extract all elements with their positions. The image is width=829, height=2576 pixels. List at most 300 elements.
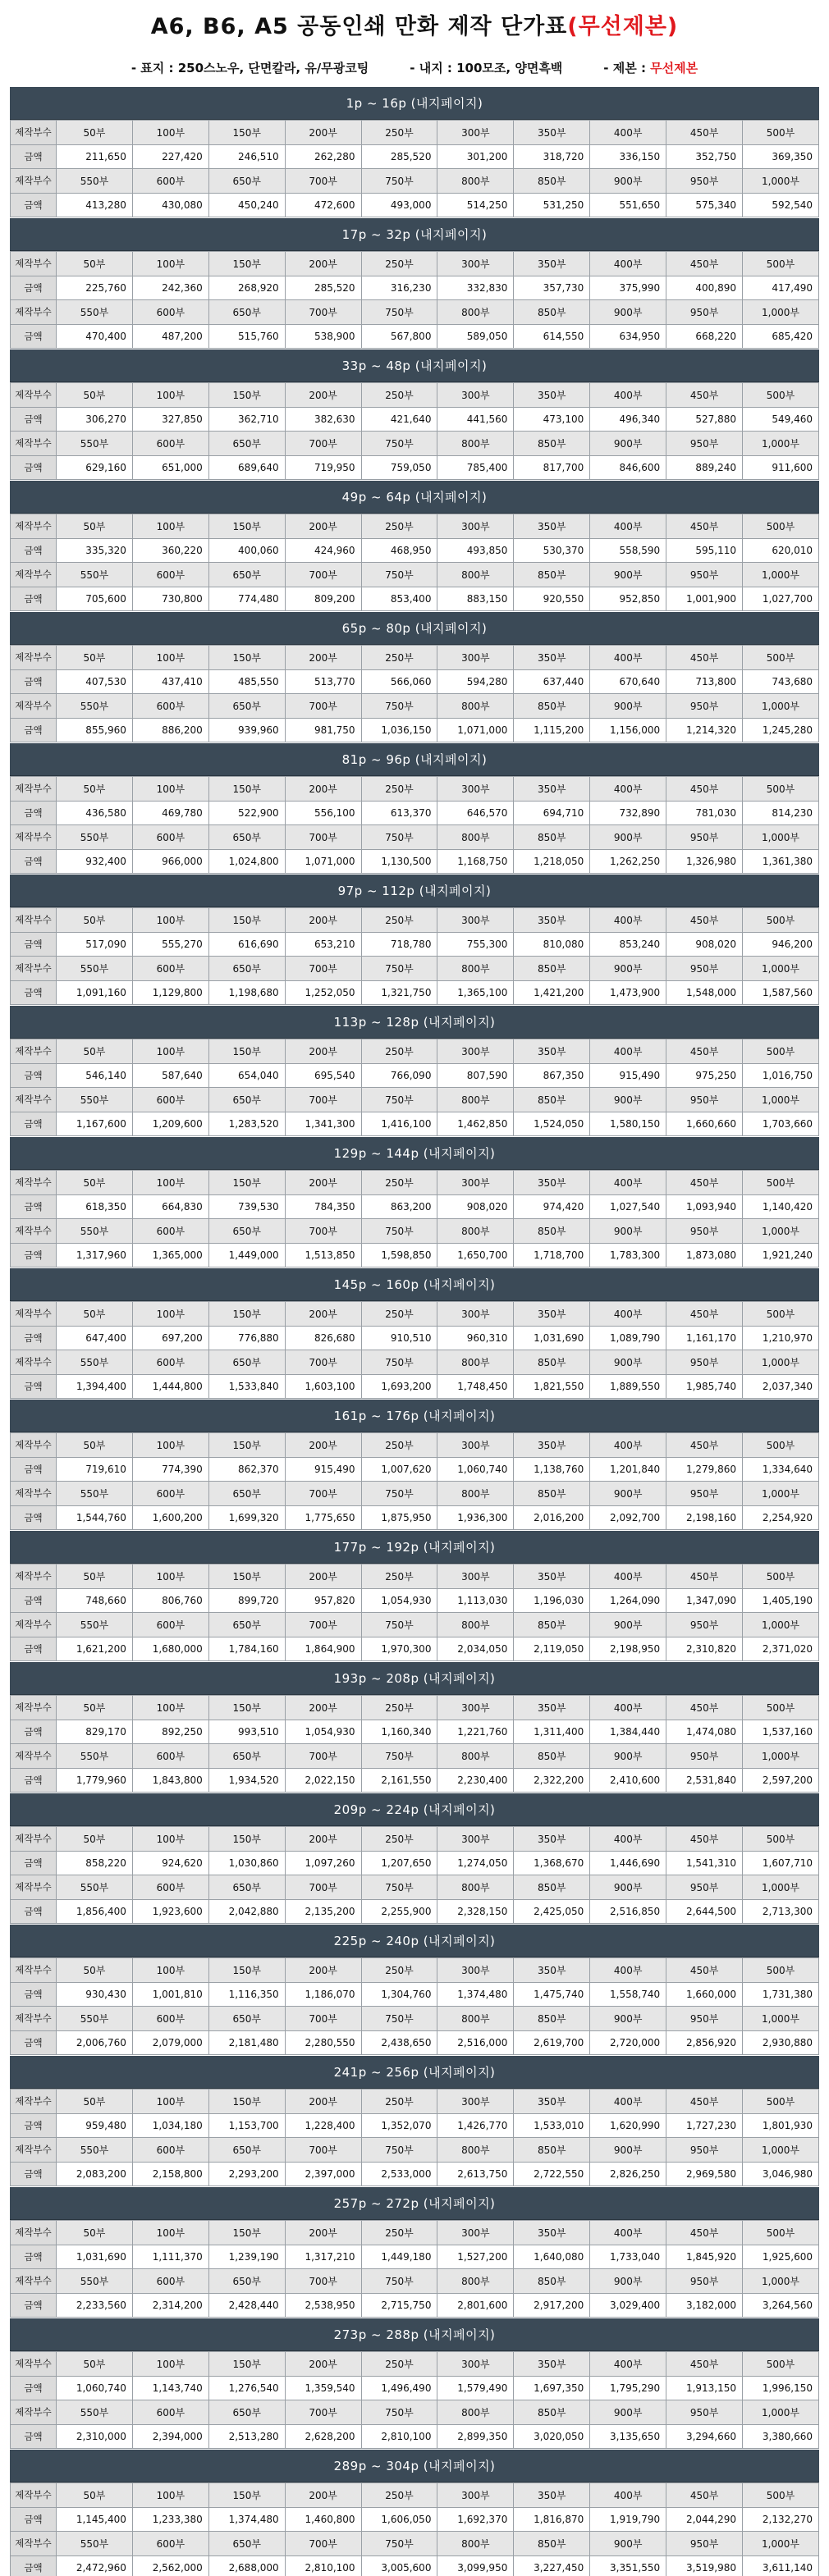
qty-cell: 150부 (208, 121, 285, 145)
price-cell: 1,416,100 (361, 1112, 437, 1136)
price-row (11, 455, 819, 480)
row-header: 금액 (11, 2555, 57, 2576)
price-cell: 1,138,760 (514, 1457, 590, 1482)
qty-cell: 550부 (57, 2138, 133, 2163)
price-cell: 719,610 (57, 1457, 133, 1482)
qty-cell: 500부 (743, 1039, 819, 1064)
price-cell: 1,718,700 (514, 1243, 590, 1267)
price-cell: 647,400 (57, 1326, 133, 1350)
qty-cell: 500부 (743, 1564, 819, 1589)
price-cell: 1,603,100 (285, 1374, 361, 1399)
qty-cell: 700부 (285, 957, 361, 981)
qty-cell: 950부 (666, 1482, 743, 1506)
price-cell: 2,034,050 (437, 1637, 514, 1661)
qty-cell: 350부 (514, 2352, 590, 2377)
price-cell: 759,050 (361, 455, 437, 480)
row-header: 제작부수 (11, 1433, 57, 1458)
qty-cell: 50부 (57, 1039, 133, 1064)
qty-cell: 1,000부 (743, 2269, 819, 2294)
qty-cell: 500부 (743, 777, 819, 802)
qty-cell: 50부 (57, 2352, 133, 2377)
row-header: 금액 (11, 587, 57, 611)
price-cell: 1,167,600 (57, 1112, 133, 1136)
price-cell: 2,230,400 (437, 1768, 514, 1793)
qty-cell: 100부 (132, 383, 208, 408)
qty-cell: 250부 (361, 2352, 437, 2377)
price-cell: 1,462,850 (437, 1112, 514, 1136)
price-cell: 1,474,080 (666, 1720, 743, 1744)
price-cell: 774,480 (208, 587, 285, 611)
qty-cell: 500부 (743, 121, 819, 145)
price-cell: 1,334,640 (743, 1457, 819, 1482)
qty-cell: 450부 (666, 1039, 743, 1064)
price-cell: 400,060 (208, 538, 285, 563)
price-cell: 522,900 (208, 801, 285, 825)
row-header: 금액 (11, 2162, 57, 2186)
price-cell: 889,240 (666, 455, 743, 480)
qty-cell: 200부 (285, 2483, 361, 2508)
qty-cell: 550부 (57, 1613, 133, 1637)
price-cell: 862,370 (208, 1457, 285, 1482)
price-cell: 863,200 (361, 1194, 437, 1219)
price-cell: 485,550 (208, 669, 285, 694)
qty-cell: 600부 (132, 563, 208, 587)
price-cell: 436,580 (57, 801, 133, 825)
qty-cell: 700부 (285, 300, 361, 325)
qty-cell: 200부 (285, 2090, 361, 2114)
qty-cell: 350부 (514, 2221, 590, 2245)
qty-cell: 450부 (666, 2483, 743, 2508)
price-cell: 2,472,960 (57, 2555, 133, 2576)
qty-cell: 50부 (57, 252, 133, 276)
spec-binding (603, 59, 698, 76)
row-header: 제작부수 (11, 563, 57, 587)
price-cell: 1,600,200 (132, 1505, 208, 1530)
price-cell: 974,420 (514, 1194, 590, 1219)
price-cell: 496,340 (590, 407, 666, 432)
row-header: 금액 (11, 1982, 57, 2007)
row-header: 제작부수 (11, 2221, 57, 2245)
qty-row (11, 1433, 819, 1458)
row-header: 제작부수 (11, 1219, 57, 1244)
qty-cell: 650부 (208, 2007, 285, 2031)
price-cell: 1,031,690 (514, 1326, 590, 1350)
price-cell: 352,750 (666, 144, 743, 169)
price-cell: 1,873,080 (666, 1243, 743, 1267)
row-header: 제작부수 (11, 1482, 57, 1506)
qty-cell: 750부 (361, 957, 437, 981)
price-cell: 1,239,190 (208, 2245, 285, 2269)
qty-cell: 950부 (666, 2400, 743, 2425)
price-section (10, 1793, 819, 1923)
qty-cell: 650부 (208, 300, 285, 325)
price-cell: 886,200 (132, 718, 208, 742)
qty-cell: 650부 (208, 2400, 285, 2425)
qty-cell: 700부 (285, 169, 361, 194)
price-cell: 1,374,480 (437, 1982, 514, 2007)
price-cell: 1,444,800 (132, 1374, 208, 1399)
price-cell: 2,233,560 (57, 2293, 133, 2318)
qty-cell: 750부 (361, 1875, 437, 1900)
row-header: 금액 (11, 718, 57, 742)
row-header: 금액 (11, 276, 57, 300)
qty-cell: 1,000부 (743, 1482, 819, 1506)
price-cell: 959,480 (57, 2113, 133, 2138)
qty-cell: 200부 (285, 121, 361, 145)
qty-cell: 50부 (57, 1433, 133, 1458)
qty-cell: 550부 (57, 1482, 133, 1506)
price-cell: 211,650 (57, 144, 133, 169)
qty-row (11, 514, 819, 539)
qty-cell: 900부 (590, 2138, 666, 2163)
qty-cell: 1,000부 (743, 1219, 819, 1244)
price-cell: 1,161,170 (666, 1326, 743, 1350)
qty-row (11, 694, 819, 719)
price-cell: 1,341,300 (285, 1112, 361, 1136)
row-header: 금액 (11, 1899, 57, 1924)
qty-cell: 850부 (514, 2532, 590, 2556)
price-cell: 2,119,050 (514, 1637, 590, 1661)
qty-cell: 1,000부 (743, 694, 819, 719)
row-header: 제작부수 (11, 2400, 57, 2425)
price-row (11, 1505, 819, 1530)
qty-cell: 1,000부 (743, 432, 819, 456)
qty-cell: 50부 (57, 383, 133, 408)
qty-cell: 150부 (208, 2090, 285, 2114)
price-cell: 3,020,050 (514, 2424, 590, 2449)
section-page-range-header: 161p ~ 176p (내지페이지) (10, 1400, 819, 1432)
qty-cell: 1,000부 (743, 957, 819, 981)
price-cell: 1,784,160 (208, 1637, 285, 1661)
price-cell: 1,115,200 (514, 718, 590, 742)
price-cell: 242,360 (132, 276, 208, 300)
qty-row (11, 1039, 819, 1064)
price-cell: 1,970,300 (361, 1637, 437, 1661)
row-header: 제작부수 (11, 1171, 57, 1195)
price-cell: 1,317,960 (57, 1243, 133, 1267)
qty-cell: 550부 (57, 694, 133, 719)
qty-cell: 450부 (666, 777, 743, 802)
price-cell: 1,129,800 (132, 980, 208, 1005)
qty-row (11, 2221, 819, 2245)
qty-cell: 250부 (361, 514, 437, 539)
price-cell: 2,720,000 (590, 2030, 666, 2055)
price-cell: 2,969,580 (666, 2162, 743, 2186)
qty-row (11, 1827, 819, 1852)
price-cell: 1,116,350 (208, 1982, 285, 2007)
qty-cell: 750부 (361, 825, 437, 850)
price-cell: 493,000 (361, 193, 437, 217)
qty-cell: 350부 (514, 2090, 590, 2114)
price-cell: 908,020 (666, 932, 743, 957)
price-cell: 1,541,310 (666, 1851, 743, 1875)
qty-cell: 450부 (666, 383, 743, 408)
price-cell: 2,810,100 (285, 2555, 361, 2576)
price-cell: 713,800 (666, 669, 743, 694)
price-cell: 1,186,070 (285, 1982, 361, 2007)
price-row (11, 1588, 819, 1613)
qty-cell: 250부 (361, 2483, 437, 2508)
price-cell: 1,311,400 (514, 1720, 590, 1744)
qty-cell: 300부 (437, 646, 514, 670)
qty-cell: 100부 (132, 1696, 208, 1720)
price-cell: 369,350 (743, 144, 819, 169)
qty-cell: 850부 (514, 1350, 590, 1375)
price-cell: 2,531,840 (666, 1768, 743, 1793)
qty-cell: 600부 (132, 169, 208, 194)
qty-cell: 900부 (590, 1482, 666, 1506)
price-cell: 718,780 (361, 932, 437, 957)
price-cell: 613,370 (361, 801, 437, 825)
price-cell: 513,770 (285, 669, 361, 694)
qty-cell: 350부 (514, 1039, 590, 1064)
qty-cell: 600부 (132, 2138, 208, 2163)
qty-cell: 150부 (208, 1958, 285, 1983)
qty-cell: 700부 (285, 1088, 361, 1112)
section-page-range-header: 49p ~ 64p (내지페이지) (10, 481, 819, 514)
qty-cell: 450부 (666, 1433, 743, 1458)
qty-cell: 800부 (437, 1219, 514, 1244)
price-cell: 1,496,490 (361, 2376, 437, 2400)
qty-cell: 100부 (132, 2090, 208, 2114)
qty-cell: 700부 (285, 2007, 361, 2031)
qty-cell: 750부 (361, 2532, 437, 2556)
row-header: 제작부수 (11, 957, 57, 981)
qty-cell: 50부 (57, 777, 133, 802)
price-cell: 1,276,540 (208, 2376, 285, 2400)
price-cell: 2,428,440 (208, 2293, 285, 2318)
price-cell: 1,921,240 (743, 1243, 819, 1267)
qty-cell: 650부 (208, 1875, 285, 1900)
qty-cell: 100부 (132, 1039, 208, 1064)
row-header: 금액 (11, 1112, 57, 1136)
price-cell: 487,200 (132, 324, 208, 349)
qty-cell: 550부 (57, 1350, 133, 1375)
price-cell: 637,440 (514, 669, 590, 694)
price-row (11, 2113, 819, 2138)
price-cell: 806,760 (132, 1588, 208, 1613)
price-cell: 1,524,050 (514, 1112, 590, 1136)
qty-cell: 800부 (437, 1088, 514, 1112)
price-cell: 2,022,150 (285, 1768, 361, 1793)
price-cell: 2,619,700 (514, 2030, 590, 2055)
price-cell: 473,100 (514, 407, 590, 432)
qty-cell: 750부 (361, 2400, 437, 2425)
qty-cell: 200부 (285, 1696, 361, 1720)
qty-row (11, 1219, 819, 1244)
price-cell: 2,006,760 (57, 2030, 133, 2055)
price-cell: 809,200 (285, 587, 361, 611)
price-cell: 957,820 (285, 1588, 361, 1613)
qty-row (11, 1350, 819, 1375)
qty-row (11, 646, 819, 670)
qty-cell: 850부 (514, 1744, 590, 1769)
qty-cell: 500부 (743, 1433, 819, 1458)
qty-cell: 850부 (514, 825, 590, 850)
row-header: 금액 (11, 538, 57, 563)
qty-cell: 200부 (285, 1039, 361, 1064)
qty-cell: 650부 (208, 1744, 285, 1769)
row-header: 금액 (11, 2507, 57, 2532)
qty-row (11, 825, 819, 850)
price-cell: 531,250 (514, 193, 590, 217)
price-cell: 1,731,380 (743, 1982, 819, 2007)
price-row (11, 1063, 819, 1088)
qty-cell: 800부 (437, 957, 514, 981)
qty-row (11, 1958, 819, 1983)
qty-cell: 850부 (514, 1875, 590, 1900)
qty-row (11, 1482, 819, 1506)
price-cell: 1,621,200 (57, 1637, 133, 1661)
price-cell: 730,800 (132, 587, 208, 611)
price-cell: 1,060,740 (437, 1457, 514, 1482)
price-cell: 1,091,160 (57, 980, 133, 1005)
qty-cell: 650부 (208, 1219, 285, 1244)
price-cell: 2,016,200 (514, 1505, 590, 1530)
qty-cell: 600부 (132, 957, 208, 981)
price-cell: 1,071,000 (437, 718, 514, 742)
qty-row (11, 300, 819, 325)
price-cell: 1,168,750 (437, 849, 514, 874)
qty-cell: 950부 (666, 1088, 743, 1112)
price-row (11, 2507, 819, 2532)
qty-cell: 650부 (208, 825, 285, 850)
qty-cell: 800부 (437, 2007, 514, 2031)
price-cell: 285,520 (361, 144, 437, 169)
qty-cell: 1,000부 (743, 1613, 819, 1637)
price-cell: 1,460,800 (285, 2507, 361, 2532)
qty-cell: 150부 (208, 1039, 285, 1064)
price-cell: 1,160,340 (361, 1720, 437, 1744)
price-cell: 618,350 (57, 1194, 133, 1219)
price-cell: 616,690 (208, 932, 285, 957)
price-cell: 774,390 (132, 1457, 208, 1482)
price-cell: 246,510 (208, 144, 285, 169)
qty-cell: 250부 (361, 1827, 437, 1852)
qty-cell: 250부 (361, 1433, 437, 1458)
price-cell: 664,830 (132, 1194, 208, 1219)
price-row (11, 980, 819, 1005)
qty-cell: 500부 (743, 646, 819, 670)
price-cell: 1,156,000 (590, 718, 666, 742)
section-page-range-header: 289p ~ 304p (내지페이지) (10, 2450, 819, 2482)
qty-cell: 700부 (285, 1875, 361, 1900)
qty-cell: 400부 (590, 514, 666, 539)
price-cell: 2,856,920 (666, 2030, 743, 2055)
qty-cell: 400부 (590, 1171, 666, 1195)
qty-row (11, 383, 819, 408)
price-cell: 911,600 (743, 455, 819, 480)
qty-cell: 900부 (590, 1744, 666, 1769)
price-cell: 527,880 (666, 407, 743, 432)
qty-cell: 150부 (208, 2483, 285, 2508)
price-cell: 1,218,050 (514, 849, 590, 874)
qty-cell: 950부 (666, 957, 743, 981)
price-table (10, 120, 819, 217)
section-page-range-header: 241p ~ 256p (내지페이지) (10, 2056, 819, 2089)
qty-cell: 150부 (208, 1564, 285, 1589)
qty-cell: 300부 (437, 2483, 514, 2508)
price-cell: 515,760 (208, 324, 285, 349)
price-cell: 1,233,380 (132, 2507, 208, 2532)
qty-cell: 200부 (285, 1171, 361, 1195)
qty-cell: 450부 (666, 2352, 743, 2377)
qty-cell: 350부 (514, 383, 590, 408)
qty-cell: 600부 (132, 1219, 208, 1244)
price-cell: 1,934,520 (208, 1768, 285, 1793)
qty-row (11, 957, 819, 981)
price-table (10, 514, 819, 611)
qty-cell: 750부 (361, 563, 437, 587)
price-cell: 952,850 (590, 587, 666, 611)
qty-cell: 950부 (666, 563, 743, 587)
price-cell: 1,703,660 (743, 1112, 819, 1136)
price-cell: 1,130,500 (361, 849, 437, 874)
price-cell: 855,960 (57, 718, 133, 742)
price-cell: 1,919,790 (590, 2507, 666, 2532)
qty-cell: 950부 (666, 1875, 743, 1900)
qty-cell: 500부 (743, 1958, 819, 1983)
price-cell: 694,710 (514, 801, 590, 825)
price-cell: 1,027,540 (590, 1194, 666, 1219)
qty-cell: 800부 (437, 2269, 514, 2294)
qty-cell: 100부 (132, 1433, 208, 1458)
qty-cell: 750부 (361, 2007, 437, 2031)
price-table (10, 776, 819, 874)
qty-cell: 450부 (666, 252, 743, 276)
qty-cell: 650부 (208, 432, 285, 456)
qty-cell: 800부 (437, 2532, 514, 2556)
row-header: 금액 (11, 2376, 57, 2400)
price-cell: 1,533,010 (514, 2113, 590, 2138)
qty-cell: 350부 (514, 646, 590, 670)
qty-cell: 200부 (285, 2221, 361, 2245)
price-cell: 2,132,270 (743, 2507, 819, 2532)
qty-cell: 100부 (132, 1827, 208, 1852)
title-highlight: (무선제본) (567, 13, 679, 39)
price-cell: 421,640 (361, 407, 437, 432)
qty-cell: 1,000부 (743, 2400, 819, 2425)
qty-cell: 150부 (208, 2221, 285, 2245)
price-cell: 899,720 (208, 1588, 285, 1613)
price-cell: 975,250 (666, 1063, 743, 1088)
price-row (11, 2555, 819, 2576)
price-cell: 555,270 (132, 932, 208, 957)
price-cell: 2,597,200 (743, 1768, 819, 1793)
row-header: 제작부수 (11, 121, 57, 145)
price-cell: 1,145,400 (57, 2507, 133, 2532)
price-cell: 1,925,600 (743, 2245, 819, 2269)
price-row (11, 1851, 819, 1875)
price-cell: 2,198,160 (666, 1505, 743, 1530)
price-cell: 1,326,980 (666, 849, 743, 874)
price-cell: 1,699,320 (208, 1505, 285, 1530)
qty-cell: 400부 (590, 1039, 666, 1064)
price-cell: 2,715,750 (361, 2293, 437, 2318)
price-cell: 960,310 (437, 1326, 514, 1350)
section-page-range-header: 257p ~ 272p (내지페이지) (10, 2187, 819, 2220)
price-cell: 1,697,350 (514, 2376, 590, 2400)
qty-cell: 700부 (285, 2269, 361, 2294)
qty-cell: 100부 (132, 1564, 208, 1589)
qty-cell: 800부 (437, 1744, 514, 1769)
price-cell: 2,310,820 (666, 1637, 743, 1661)
price-cell: 3,099,950 (437, 2555, 514, 2576)
price-cell: 1,252,050 (285, 980, 361, 1005)
qty-cell: 750부 (361, 694, 437, 719)
qty-cell: 1,000부 (743, 2532, 819, 2556)
price-cell: 785,400 (437, 455, 514, 480)
